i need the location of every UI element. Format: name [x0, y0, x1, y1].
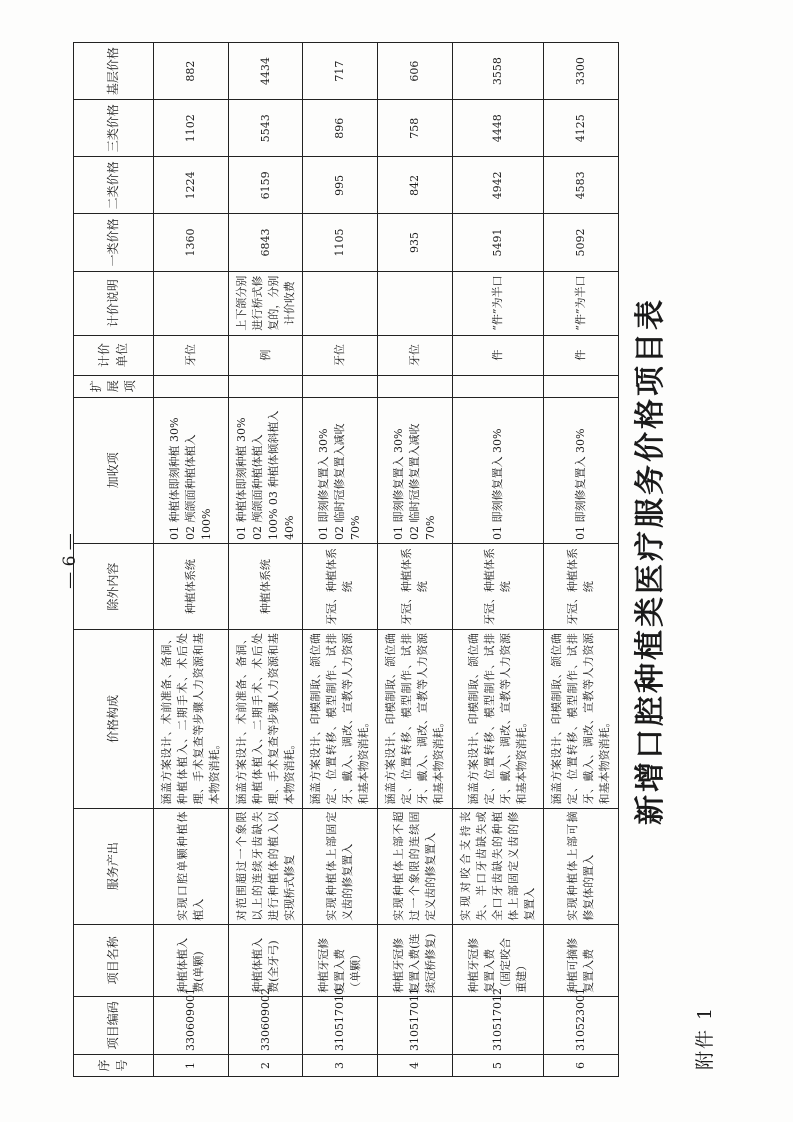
unit-cell: 件: [452, 335, 544, 375]
name-cell: 种植可摘修复置入费: [544, 924, 619, 996]
composition-cell: 涵盖方案设计、印模制取、颌位确定、位置转移、模型制作、试排牙、戴入、调改、宣教等人力资源和基本物资消耗。: [452, 630, 544, 808]
exclusion-cell: 牙冠、种植体系统: [544, 544, 619, 630]
header-price-3: 三类价格: [74, 100, 154, 157]
name-cell: 种植牙冠修复置入费(连续冠桥修复): [377, 924, 452, 996]
seq-cell: 5: [452, 1054, 544, 1076]
header-seq: 序号: [74, 1054, 154, 1076]
output-cell: 实现种植体上部不超过一个象限的连续固定义齿的修复置入: [377, 808, 452, 924]
note-cell: “件”为半口: [452, 271, 544, 335]
price-2-cell: 842: [377, 157, 452, 214]
extension-cell: [154, 375, 229, 397]
output-cell: 实现口腔单颗种植体植入: [154, 808, 229, 924]
header-price-2: 二类价格: [74, 157, 154, 214]
price-3-cell: 758: [377, 100, 452, 157]
composition-cell: 涵盖方案设计、术前准备、备洞、种植体植入、二期手术、术后处理、手术复查等步骤人力资源和基本物资消耗。: [228, 630, 303, 808]
page-number: — 6 —: [60, 533, 80, 589]
additional-cell: 01 即刻修复置入 30% 02 临时冠修复置入减收 70%: [303, 397, 378, 543]
price-4-cell: 3558: [452, 43, 544, 100]
output-cell: 实现种植体上部固定义齿的修复置入: [303, 808, 378, 924]
output-cell: 实现种植体上部可摘修复体的置入: [544, 808, 619, 924]
price-1-cell: 935: [377, 214, 452, 271]
output-cell: 实现对咬合支持丧失、半口牙齿缺失或全口牙齿缺失的种植体上部固定义齿的修复置入: [452, 808, 544, 924]
table-row: [228, 43, 303, 1077]
seq-cell: 2: [228, 1054, 303, 1076]
table-row: [544, 43, 619, 1077]
seq-cell: 3: [303, 1054, 378, 1076]
additional-cell: 01 种植体即刻种植 30% 02 颅颌面种植体植入 100% 03 种植体倾斜植入 40%: [228, 397, 303, 543]
name-cell: 种植体植入费(全牙弓): [228, 924, 303, 996]
extension-cell: [544, 375, 619, 397]
price-2-cell: 4942: [452, 157, 544, 214]
price-1-cell: 5092: [544, 214, 619, 271]
price-4-cell: 606: [377, 43, 452, 100]
header-name: 项目名称: [74, 924, 154, 996]
exclusion-cell: 种植体系统: [228, 544, 303, 630]
composition-cell: 涵盖方案设计、印模制取、颌位确定、位置转移、模型制作、试排牙、戴入、调改、宣教等人力资源和基本物资消耗。: [303, 630, 378, 808]
header-additional: 加收项: [74, 397, 154, 543]
price-3-cell: 1102: [154, 100, 229, 157]
header-unit: 计价单位: [74, 335, 154, 375]
exclusion-cell: 种植体系统: [154, 544, 229, 630]
seq-cell: 4: [377, 1054, 452, 1076]
additional-cell: 01 即刻修复置入 30%: [452, 397, 544, 543]
price-table: [73, 42, 619, 1077]
additional-cell: 01 种植体即刻种植 30% 02 颅颌面种植体植入 100%: [154, 397, 229, 543]
table-row: [377, 43, 452, 1077]
composition-cell: 涵盖方案设计、印模制取、颌位确定、位置转移、模型制作、试排牙、戴入、调改、宣教等人力资源和基本物资消耗。: [377, 630, 452, 808]
additional-cell: 01 即刻修复置入 30%: [544, 397, 619, 543]
note-cell: 上下颌分别进行桥式修复的，分别计价收费: [228, 271, 303, 335]
exclusion-cell: 牙冠、种植体系统: [377, 544, 452, 630]
code-cell: 330609002: [228, 996, 303, 1054]
composition-cell: 涵盖方案设计、印模制取、颌位确定、位置转移、模型制作、试排牙、戴入、调改、宣教等人力资源和基本物资消耗。: [544, 630, 619, 808]
table-row: [303, 43, 378, 1077]
unit-cell: 例: [228, 335, 303, 375]
name-cell: 种植牙冠修复置入费（单颗）: [303, 924, 378, 996]
price-4-cell: 4434: [228, 43, 303, 100]
header-code: 项目编码: [74, 996, 154, 1054]
header-price-4: 基层价格: [74, 43, 154, 100]
price-3-cell: 5543: [228, 100, 303, 157]
price-1-cell: 1360: [154, 214, 229, 271]
seq-cell: 6: [544, 1054, 619, 1076]
note-cell: [154, 271, 229, 335]
note-cell: [377, 271, 452, 335]
name-cell: 种植牙冠修复置入费（固定咬合重建）: [452, 924, 544, 996]
exclusion-cell: 牙冠、种植体系统: [303, 544, 378, 630]
price-2-cell: 1224: [154, 157, 229, 214]
seq-cell: 1: [154, 1054, 229, 1076]
price-2-cell: 4583: [544, 157, 619, 214]
price-4-cell: 3300: [544, 43, 619, 100]
price-2-cell: 6159: [228, 157, 303, 214]
name-cell: 种植体植入费(单颗): [154, 924, 229, 996]
price-3-cell: 4125: [544, 100, 619, 157]
price-1-cell: 1105: [303, 214, 378, 271]
output-cell: 对范围超过一个象限以上的连续牙齿缺失进行种植体的植入以实现桥式修复: [228, 808, 303, 924]
composition-cell: 涵盖方案设计、术前准备、备洞、种植体植入、二期手术、术后处理、手术复查等步骤人力资源和基本物资消耗。: [154, 630, 229, 808]
price-3-cell: 896: [303, 100, 378, 157]
header-exclusion: 除外内容: [74, 544, 154, 630]
header-extension: 扩展项: [74, 375, 154, 397]
unit-cell: 牙位: [154, 335, 229, 375]
extension-cell: [452, 375, 544, 397]
extension-cell: [377, 375, 452, 397]
code-cell: 310517010: [303, 996, 378, 1054]
header-composition: 价格构成: [74, 630, 154, 808]
code-cell: 310517012: [452, 996, 544, 1054]
note-cell: “件”为半口: [544, 271, 619, 335]
code-cell: 310523001: [544, 996, 619, 1054]
attachment-label: 附件 1: [694, 1005, 716, 1070]
price-4-cell: 717: [303, 43, 378, 100]
price-4-cell: 882: [154, 43, 229, 100]
note-cell: [303, 271, 378, 335]
table-header-row: [74, 43, 154, 1077]
extension-cell: [228, 375, 303, 397]
price-1-cell: 5491: [452, 214, 544, 271]
additional-cell: 01 即刻修复置入 30% 02 临时冠修复置入减收 70%: [377, 397, 452, 543]
header-output: 服务产出: [74, 808, 154, 924]
unit-cell: 牙位: [377, 335, 452, 375]
price-2-cell: 995: [303, 157, 378, 214]
table-row: [452, 43, 544, 1077]
exclusion-cell: 牙冠、种植体系统: [452, 544, 544, 630]
unit-cell: 牙位: [303, 335, 378, 375]
document-title: 新增口腔种植类医疗服务价格项目表: [633, 297, 668, 825]
header-price-1: 一类价格: [74, 214, 154, 271]
code-cell: 330609001: [154, 996, 229, 1054]
table-row: [154, 43, 229, 1077]
header-note: 计价说明: [74, 271, 154, 335]
extension-cell: [303, 375, 378, 397]
unit-cell: 件: [544, 335, 619, 375]
code-cell: 310517011: [377, 996, 452, 1054]
price-3-cell: 4448: [452, 100, 544, 157]
price-1-cell: 6843: [228, 214, 303, 271]
